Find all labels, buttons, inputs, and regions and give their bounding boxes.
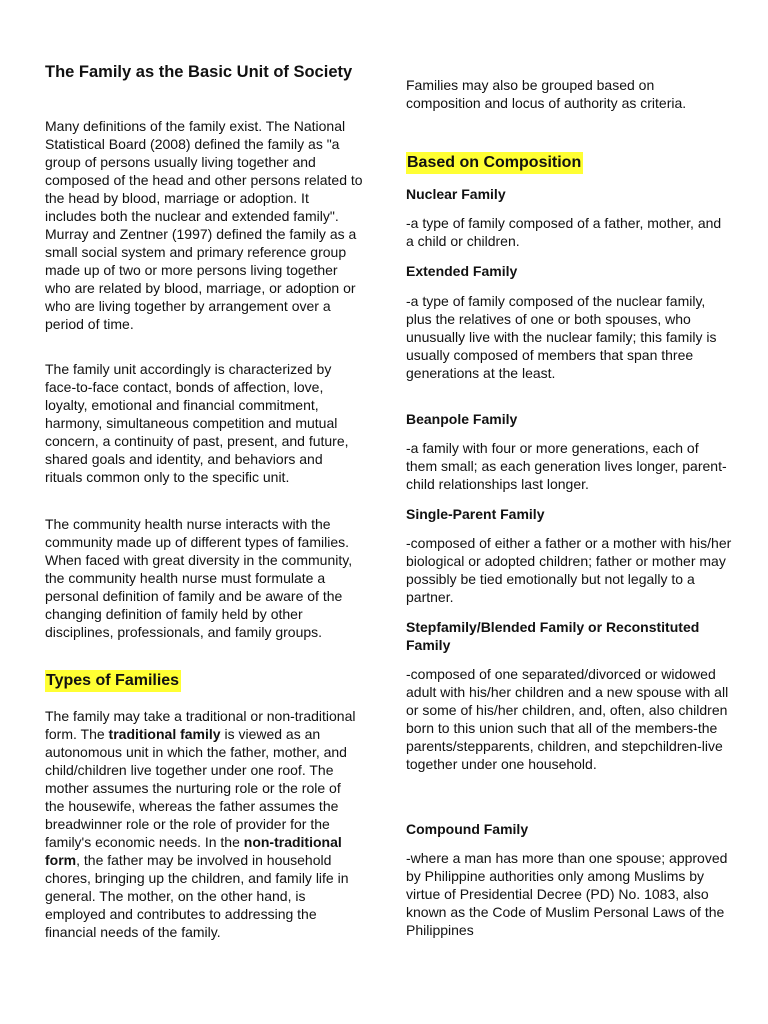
family-type-desc: -a family with four or more generations, each of them small; as each generation lives longer, parent-child relationships last longer. [406, 440, 727, 492]
family-type-title: Nuclear Family [406, 186, 506, 202]
non-traditional-form-term: non-traditional form [45, 834, 342, 868]
paragraph-characteristics: The family unit accordingly is characterized by face-to-face contact, bonds of affection, love, loyalty, emotional and financial commitment, harmony, simultaneous competition and mutual concern, a continuity of past, present, and future, shared goals and identity, and behaviors and rituals common only to the specific unit. [45, 361, 349, 485]
family-type-desc: -a type of family composed of a father, mother, and a child or children. [406, 215, 722, 249]
family-type-desc: -composed of one separated/divorced or widowed adult with his/her children and a new spouse with all or some of his/her children, and, often, also children born to this union such that all of the members-the parents/stepparents, children, and stepchildren-live together under one household. [406, 666, 729, 772]
paragraph-definitions: Many definitions of the family exist. The National Statistical Board (2008) defined the family as "a group of persons usually living together and composed of the head and other persons related to the head by blood, marriage or adoption. It includes both the nuclear and extended family". Murray and Zentner (1997) defined the family as a small social system and primary reference group made up of two or more persons living together who are related by blood, marriage, or adoption or who are living together by arrangement over a period of time. [45, 118, 363, 332]
family-type-desc: -a type of family composed of the nuclear family, plus the relatives of one or both spouses, who unusually live with the nuclear family; this family is usually composed of members that span three generations at the least. [406, 293, 717, 381]
traditional-family-term: traditional family [108, 726, 221, 742]
paragraph-grouping-intro: Families may also be grouped based on composition and locus of authority as criteria. [406, 77, 687, 111]
family-type-title: Single-Parent Family [406, 506, 545, 522]
paragraph-community-nurse: The community health nurse interacts with the community made up of different types of families. When faced with great diversity in the community, the community health nurse must formulate a personal definition of family and be aware of the changing definition of family held by other disciplines, professionals, and family groups. [45, 516, 353, 640]
page-title: The Family as the Basic Unit of Society [45, 63, 353, 81]
family-type-title: Stepfamily/Blended Family or Reconstituted Family [406, 619, 700, 653]
family-type-title: Beanpole Family [406, 411, 518, 427]
types-of-families-heading: Types of Families [45, 670, 181, 692]
paragraph-traditional-forms: The family may take a traditional or non-traditional form. The traditional family is viewed as an autonomous unit in which the father, mother, and child/children live together under one roof. The mother assumes the nurturing role or the role of the housewife, whereas the father assumes the breadwinner role or the role of provider for the family's economic needs. In the non-traditional form, the father may be involved in household chores, bringing up the children, and family life in general. The mother, on the other hand, is employed and contributes to addressing the financial needs of the family. [45, 708, 356, 940]
family-type-title: Extended Family [406, 263, 518, 279]
family-type-desc: -where a man has more than one spouse; approved by Philippine authorities only among Muslims by virtue of Presidential Decree (PD) No. 1083, also known as the Code of Muslim Personal Laws of the Philippines [406, 850, 728, 938]
family-type-title: Compound Family [406, 821, 529, 837]
family-type-desc: -composed of either a father or a mother with his/her biological or adopted children; father or mother may possibly be tied emotionally but not legally to a partner. [406, 535, 732, 605]
based-on-composition-heading: Based on Composition [406, 152, 583, 174]
